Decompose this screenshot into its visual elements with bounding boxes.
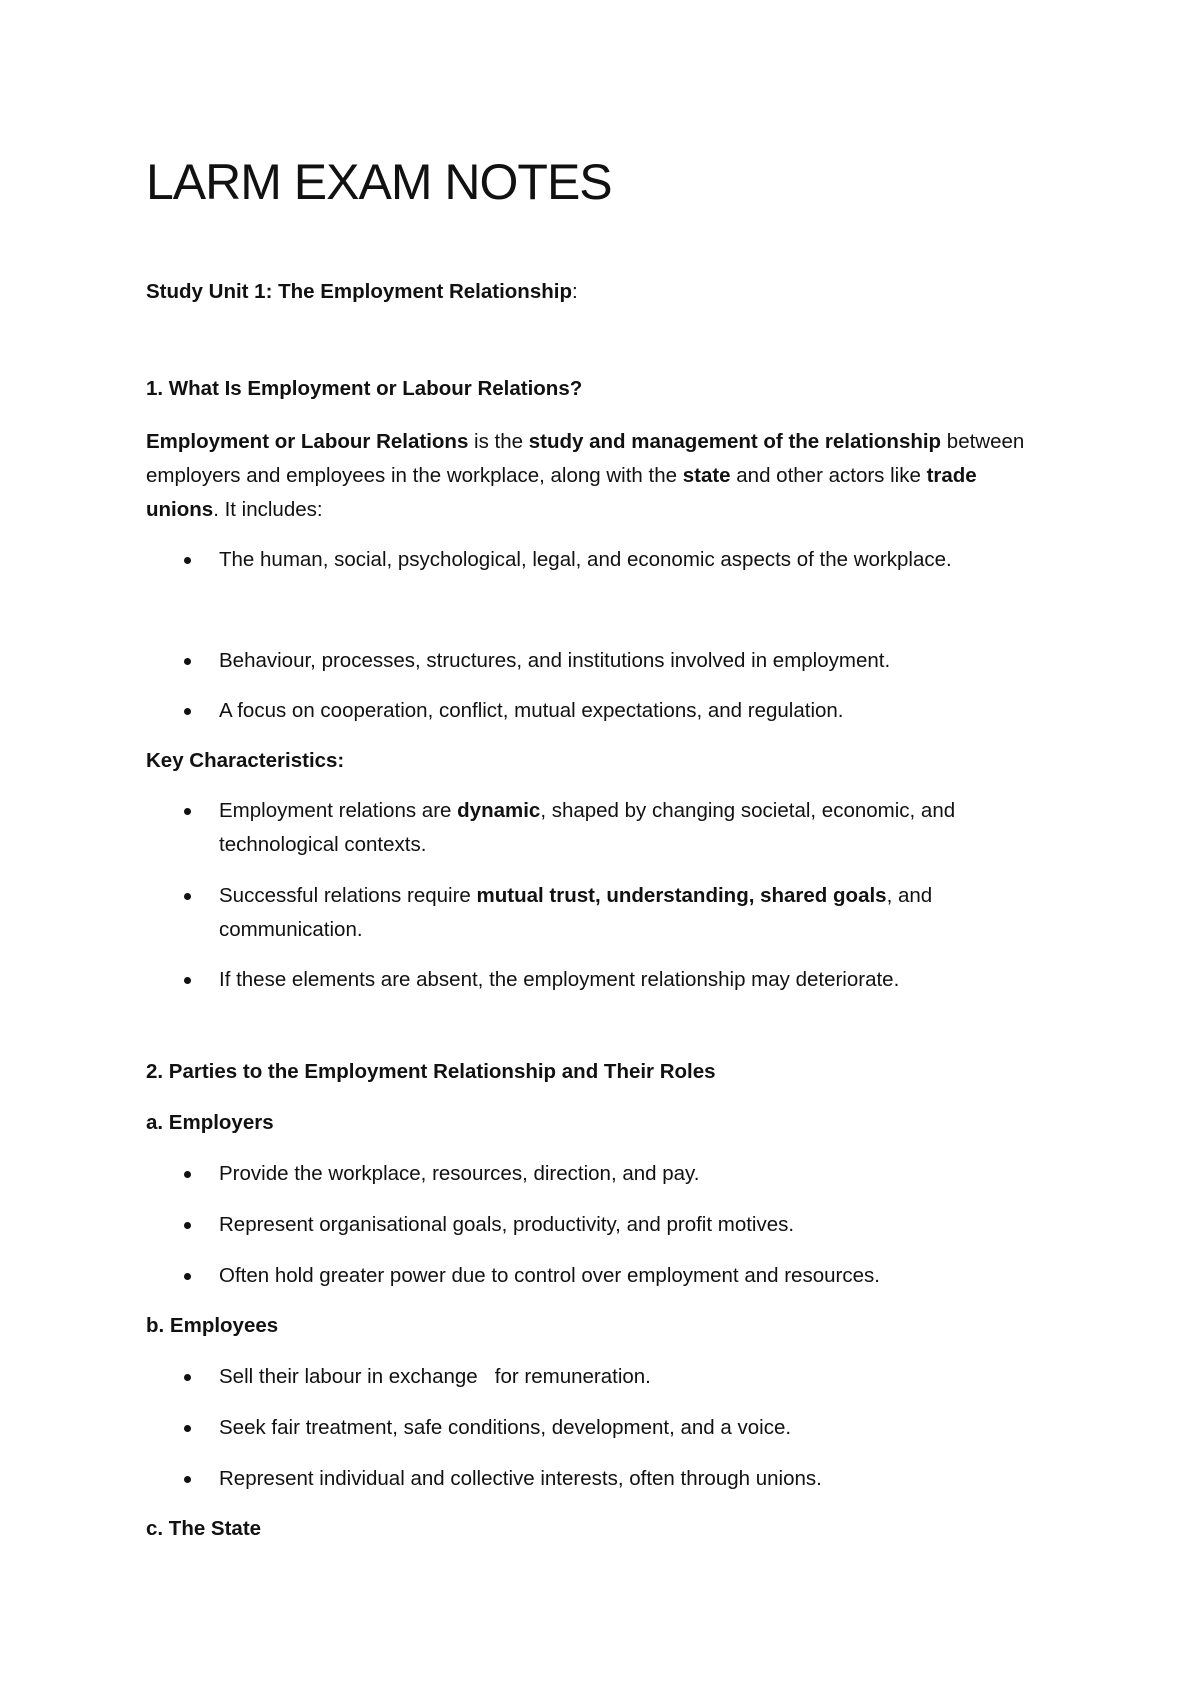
list-item-text: Represent organisational goals, productivity, and profit motives. <box>219 1213 795 1236</box>
unit-heading <box>146 275 1054 309</box>
list-item <box>146 694 1054 728</box>
bullet-icon <box>184 557 191 564</box>
list-item <box>146 963 1054 997</box>
key-characteristics-heading: Key Characteristics: <box>146 749 345 772</box>
employers-list <box>146 1157 1054 1191</box>
list-item <box>146 1259 1054 1293</box>
list-item <box>146 1208 1054 1242</box>
list-item <box>146 794 1054 862</box>
list-item <box>146 1360 1054 1394</box>
intro-term: Employment or Labour Relations <box>146 430 469 453</box>
list-item-text: Employment relations are <box>219 799 458 822</box>
intro-definition: study and management of the relationship <box>528 430 942 453</box>
list-item-text: Seek fair treatment, safe conditions, development, and a voice. <box>219 1416 792 1439</box>
section1-list <box>146 543 1054 577</box>
intro-text-4: . It includes: <box>213 498 323 521</box>
bullet-icon <box>184 658 191 665</box>
list-item-text: Provide the workplace, resources, direction, and pay. <box>219 1162 700 1185</box>
bullet-icon <box>184 977 191 984</box>
bullet-icon <box>184 808 191 815</box>
list-item <box>146 1411 1054 1445</box>
employers-heading: a. Employers <box>146 1111 274 1134</box>
employers-list-3 <box>146 1259 1054 1293</box>
list-item-text: A focus on cooperation, conflict, mutual expectations, and regulation. <box>219 699 844 722</box>
intro-text-2: between employers and employees in the workplace, along with the <box>146 430 1025 487</box>
section2-heading: 2. Parties to the Employment Relationship and Their Roles <box>146 1060 716 1083</box>
key-list <box>146 794 1054 862</box>
list-item <box>146 879 1054 947</box>
list-item <box>146 644 1054 678</box>
list-item-text: , shaped by changing societal, economic, and technological contexts. <box>219 799 956 856</box>
intro-state: state <box>682 464 731 487</box>
intro-text-1: is the <box>468 430 529 453</box>
intro-text-3: and other actors like <box>730 464 927 487</box>
intro-trade-unions: trade unions <box>146 464 977 521</box>
employees-list-2 <box>146 1411 1054 1445</box>
list-item-text: The human, social, psychological, legal, and economic aspects of the workplace. <box>219 548 952 571</box>
list-item <box>146 1157 1054 1191</box>
list-item-text: Often hold greater power due to control over employment and resources. <box>219 1264 880 1287</box>
section1-list-2 <box>146 644 1054 678</box>
unit-heading-colon: : <box>571 280 578 303</box>
employees-heading: b. Employees <box>146 1314 279 1337</box>
list-item-text: Successful relations require <box>219 884 477 907</box>
bullet-icon <box>184 893 191 900</box>
section1-intro <box>146 425 1054 527</box>
bullet-icon <box>184 1476 191 1483</box>
list-item-bold: mutual trust, understanding, shared goals <box>476 884 887 907</box>
key-list-2 <box>146 879 1054 947</box>
bullet-icon <box>184 1171 191 1178</box>
document-title: LARM EXAM NOTES <box>146 154 612 210</box>
list-item-text: Behaviour, processes, structures, and institutions involved in employment. <box>219 649 891 672</box>
list-item-text: Represent individual and collective interests, often through unions. <box>219 1467 822 1490</box>
list-item-text: , and communication. <box>219 884 933 941</box>
state-heading: c. The State <box>146 1517 262 1540</box>
list-item-bold: dynamic <box>457 799 541 822</box>
employees-list <box>146 1360 1054 1394</box>
bullet-icon <box>184 1273 191 1280</box>
list-item <box>146 543 1054 577</box>
bullet-icon <box>184 1222 191 1229</box>
employers-list-2 <box>146 1208 1054 1242</box>
section1-list-3 <box>146 694 1054 728</box>
bullet-icon <box>184 708 191 715</box>
section1-heading: 1. What Is Employment or Labour Relations? <box>146 377 583 400</box>
bullet-icon <box>184 1425 191 1432</box>
bullet-icon <box>184 1374 191 1381</box>
list-item-text: Sell their labour in exchange for remuneration. <box>219 1365 651 1388</box>
employees-list-3 <box>146 1462 1054 1496</box>
list-item <box>146 1462 1054 1496</box>
list-item-text: If these elements are absent, the employment relationship may deteriorate. <box>219 968 900 991</box>
key-list-3 <box>146 963 1054 997</box>
unit-heading-text: Study Unit 1: The Employment Relationship <box>146 280 572 303</box>
